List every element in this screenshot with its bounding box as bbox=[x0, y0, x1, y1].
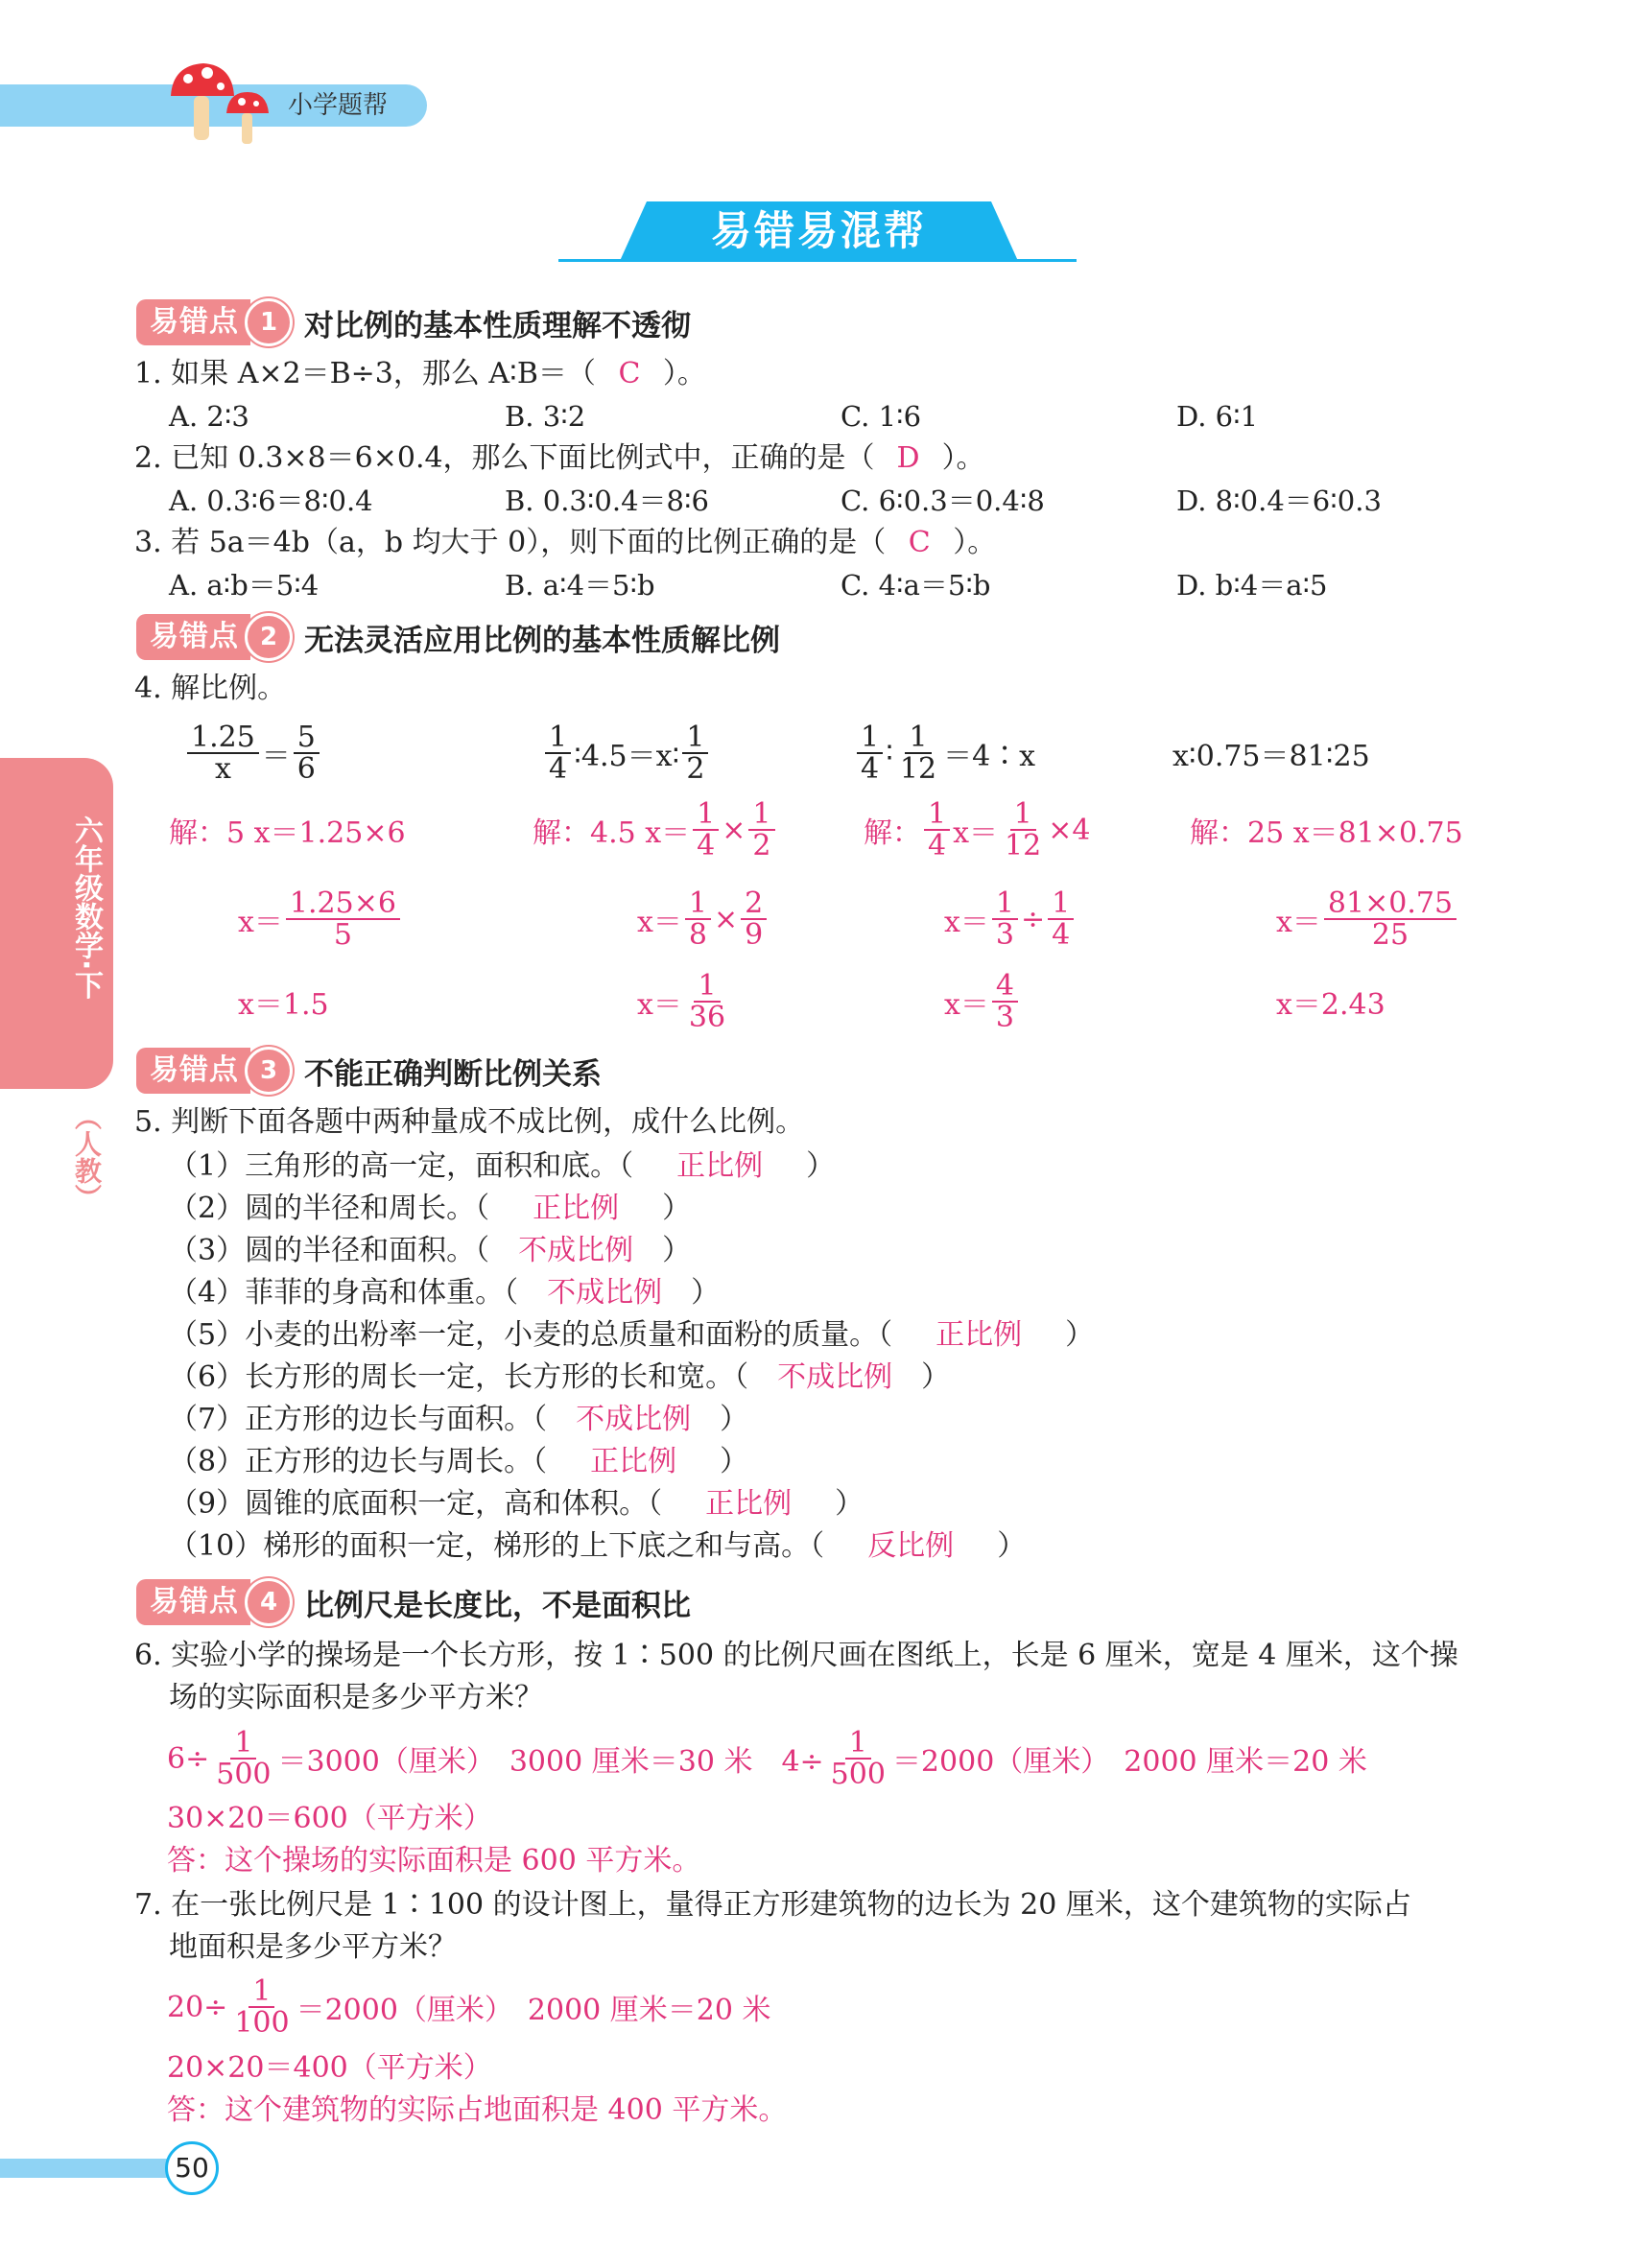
numerator: 1 bbox=[905, 722, 931, 755]
answer-blank: 正比例 bbox=[676, 1149, 764, 1183]
equals: ＝ bbox=[261, 740, 291, 773]
section-title: 不能正确判断比例关系 bbox=[304, 1056, 602, 1092]
denominator: 36 bbox=[688, 1001, 726, 1034]
item-text: （6）长方形的周长一定，长方形的长和宽。（ bbox=[169, 1360, 749, 1394]
question-1 bbox=[134, 355, 706, 393]
answer-blank: D bbox=[896, 441, 920, 475]
question-suffix: ）。 bbox=[953, 526, 997, 559]
denominator: 5 bbox=[333, 918, 352, 952]
section-badge-label: 易错点 bbox=[136, 614, 250, 660]
side-tab-grade: 六年级数学·下 bbox=[69, 815, 103, 1000]
denominator: 4 bbox=[1052, 918, 1071, 952]
section-badge-number: 4 bbox=[245, 1578, 293, 1626]
operator: × bbox=[722, 813, 746, 847]
section-badge-number: 2 bbox=[245, 613, 293, 661]
section-badge-number: 1 bbox=[245, 298, 293, 346]
q4-problem-2 bbox=[542, 715, 711, 791]
section-badge-label: 易错点 bbox=[136, 1048, 250, 1094]
item-text: （8）正方形的边长与周长。（ bbox=[169, 1445, 548, 1478]
option: A. 0.3∶6＝8∶0.4 bbox=[169, 484, 373, 517]
q7-answer-line-1 bbox=[167, 1969, 771, 2045]
item-text: （7）正方形的边长与面积。（ bbox=[169, 1403, 548, 1436]
item-close: ） bbox=[1065, 1318, 1095, 1352]
q7-answer-line-3: 答：这个建筑物的实际占地面积是 400 平方米。 bbox=[167, 2093, 788, 2127]
q6-answer-line-3: 答：这个操场的实际面积是 600 平方米。 bbox=[167, 1844, 701, 1878]
q4-solution-2-step-1 bbox=[533, 791, 778, 868]
denominator: 4 bbox=[549, 752, 568, 786]
denominator: 25 bbox=[1371, 918, 1409, 952]
option: D. 8∶0.4＝6∶0.3 bbox=[1176, 484, 1382, 517]
denominator: 12 bbox=[899, 752, 937, 786]
q4-solution-1-step-2 bbox=[238, 881, 403, 957]
item-text: （1）三角形的高一定，面积和底。（ bbox=[169, 1149, 634, 1183]
solution-text: x＝ bbox=[1276, 906, 1321, 939]
q4-solution-3-step-1 bbox=[864, 791, 1090, 868]
question-6-stem-line-2: 场的实际面积是多少平方米？ bbox=[169, 1681, 543, 1714]
numerator: 1 bbox=[924, 799, 950, 832]
q5-list bbox=[169, 1147, 1094, 1570]
option: A. 2∶3 bbox=[169, 400, 249, 433]
numerator: 1 bbox=[685, 888, 711, 921]
denominator: 8 bbox=[688, 918, 708, 952]
solution-text: 解：5 x＝1.25×6 bbox=[169, 816, 406, 850]
answer-blank: 反比例 bbox=[867, 1529, 955, 1563]
denominator: 6 bbox=[296, 752, 316, 786]
q4-problem-4 bbox=[1172, 715, 1370, 791]
answer-blank: 不成比例 bbox=[777, 1360, 893, 1394]
denominator: 12 bbox=[1005, 829, 1042, 862]
solution-text: x＝1.5 bbox=[238, 988, 329, 1022]
q4-solution-4-step-3 bbox=[1276, 963, 1385, 1040]
section-title: 比例尺是长度比，不是面积比 bbox=[304, 1588, 691, 1623]
q4-problem-1 bbox=[184, 715, 322, 791]
option: A. a∶b＝5∶4 bbox=[169, 569, 320, 602]
option: B. a∶4＝5∶b bbox=[505, 569, 655, 602]
ratio-text: ＝4∶x bbox=[943, 740, 1036, 773]
question-4-stem: 4. 解比例。 bbox=[134, 672, 287, 705]
side-tab-edition: （人教） bbox=[71, 1103, 103, 1211]
question-text: 3. 若 5a＝4b（a，b 均大于 0），则下面的比例正确的是（ bbox=[134, 526, 887, 559]
numerator: 1 bbox=[230, 1728, 256, 1760]
numerator: 1.25×6 bbox=[286, 888, 400, 921]
question-5-stem: 5. 判断下面各题中两种量成不成比例，成什么比例。 bbox=[134, 1105, 805, 1139]
item-close: ） bbox=[720, 1403, 749, 1436]
banner bbox=[620, 201, 1018, 261]
numerator: 1.25 bbox=[187, 722, 259, 755]
item-text: （9）圆锥的底面积一定，高和体积。（ bbox=[169, 1487, 663, 1521]
solution-text: ×4 bbox=[1048, 813, 1091, 847]
q4-solution-3-step-3 bbox=[944, 963, 1021, 1040]
item-close: ） bbox=[835, 1487, 864, 1521]
denominator: x bbox=[214, 752, 231, 786]
option: C. 4∶a＝5∶b bbox=[841, 569, 991, 602]
q6-answer-line-2: 30×20＝600（平方米） bbox=[167, 1802, 492, 1835]
numerator: 1 bbox=[694, 971, 720, 1004]
numerator: 81×0.75 bbox=[1324, 888, 1456, 921]
option: C. 6∶0.3＝0.4∶8 bbox=[841, 484, 1045, 517]
q6-answer-line-1 bbox=[167, 1720, 1367, 1797]
question-3 bbox=[134, 524, 996, 562]
solution-text: x＝ bbox=[944, 988, 989, 1022]
list-item bbox=[169, 1190, 1094, 1232]
option: C. 1∶6 bbox=[841, 400, 922, 433]
list-item bbox=[169, 1358, 1094, 1401]
option: B. 0.3∶0.4＝8∶6 bbox=[505, 484, 709, 517]
solution-text: 解： bbox=[864, 816, 921, 850]
numerator: 1 bbox=[992, 888, 1018, 921]
question-suffix: ）。 bbox=[662, 357, 706, 390]
solution-text: 解：25 x＝81×0.75 bbox=[1190, 816, 1463, 850]
q4-solution-1-step-3 bbox=[238, 963, 329, 1040]
operator: × bbox=[714, 902, 739, 936]
item-text: （10）梯形的面积一定，梯形的上下底之和与高。（ bbox=[169, 1529, 825, 1563]
q4-solution-2-step-2 bbox=[637, 881, 770, 957]
section-3-header bbox=[136, 1048, 602, 1094]
denominator: 500 bbox=[830, 1758, 886, 1791]
denominator: 100 bbox=[234, 2006, 290, 2040]
q4-solution-1-step-1 bbox=[169, 791, 406, 868]
numerator: 4 bbox=[992, 971, 1018, 1004]
solution-text: ＝3000（厘米） 3000 厘米＝30 米 4÷ bbox=[277, 1745, 824, 1779]
list-item bbox=[169, 1527, 1094, 1570]
question-suffix: ）。 bbox=[941, 441, 985, 475]
section-title: 对比例的基本性质理解不透彻 bbox=[304, 308, 691, 343]
item-text: （2）圆的半径和周长。（ bbox=[169, 1192, 490, 1225]
denominator: 2 bbox=[752, 829, 771, 862]
item-text: （5）小麦的出粉率一定，小麦的总质量和面粉的质量。（ bbox=[169, 1318, 893, 1352]
answer-blank: C bbox=[908, 526, 931, 559]
denominator: 9 bbox=[745, 918, 764, 952]
list-item bbox=[169, 1443, 1094, 1485]
item-close: ） bbox=[662, 1234, 692, 1267]
question-text: 2. 已知 0.3×8＝6×0.4，那么下面比例式中，正确的是（ bbox=[134, 441, 875, 475]
solution-text: 20÷ bbox=[167, 1990, 228, 2024]
brand-name: 小学题帮 bbox=[288, 91, 389, 120]
solution-text: ＝2000（厘米） 2000 厘米＝20 米 bbox=[296, 1994, 771, 2027]
solution-text: x＝ bbox=[238, 906, 283, 939]
numerator: 1 bbox=[1010, 799, 1036, 832]
item-close: ） bbox=[720, 1445, 749, 1478]
solution-text: 6÷ bbox=[167, 1741, 210, 1776]
q4-solution-4-step-1 bbox=[1190, 791, 1463, 868]
answer-blank: 正比例 bbox=[705, 1487, 793, 1521]
section-badge-label: 易错点 bbox=[136, 1579, 250, 1625]
banner-title: 易错易混帮 bbox=[710, 207, 927, 254]
q4-solution-3-step-2 bbox=[944, 881, 1077, 957]
section-2-header bbox=[136, 614, 780, 660]
section-badge-number: 3 bbox=[245, 1047, 293, 1095]
answer-blank: 不成比例 bbox=[547, 1276, 663, 1310]
numerator: 2 bbox=[741, 888, 767, 921]
option: B. 3∶2 bbox=[505, 400, 586, 433]
solution-text: 解：4.5 x＝ bbox=[533, 816, 691, 850]
footer-bar bbox=[0, 2159, 192, 2178]
denominator: 3 bbox=[995, 918, 1015, 952]
solution-text: x＝2.43 bbox=[1276, 988, 1385, 1022]
section-4-header bbox=[136, 1579, 691, 1625]
q4-problem-3 bbox=[854, 715, 1035, 791]
denominator: 4 bbox=[697, 829, 716, 862]
question-text: 1. 如果 A×2＝B÷3，那么 A∶B＝（ bbox=[134, 357, 596, 390]
question-7-stem-line-2: 地面积是多少平方米？ bbox=[169, 1930, 457, 1964]
denominator: 500 bbox=[216, 1758, 272, 1791]
item-close: ） bbox=[691, 1276, 721, 1310]
answer-blank: 不成比例 bbox=[518, 1234, 634, 1267]
list-item bbox=[169, 1147, 1094, 1190]
item-text: （4）菲菲的身高和体重。（ bbox=[169, 1276, 519, 1310]
item-close: ） bbox=[806, 1149, 836, 1183]
question-7-stem-line-1: 7. 在一张比例尺是 1∶100 的设计图上，量得正方形建筑物的边长为 20 厘米，这个建筑物的实际占 bbox=[134, 1888, 1411, 1922]
numerator: 1 bbox=[693, 799, 719, 832]
ratio-text: x∶0.75＝81∶25 bbox=[1172, 740, 1370, 773]
numerator: 1 bbox=[845, 1728, 871, 1760]
ratio-text: ∶4.5＝x∶ bbox=[574, 740, 680, 773]
item-close: ） bbox=[662, 1192, 692, 1225]
item-text: （3）圆的半径和面积。（ bbox=[169, 1234, 490, 1267]
denominator: 3 bbox=[995, 1001, 1015, 1034]
section-title: 无法灵活应用比例的基本性质解比例 bbox=[304, 623, 780, 658]
question-6-stem-line-1: 6. 实验小学的操场是一个长方形，按 1∶500 的比例尺画在图纸上，长是 6 厘米，宽是 4 厘米，这个操 bbox=[134, 1639, 1458, 1672]
denominator: 2 bbox=[686, 752, 705, 786]
section-badge-label: 易错点 bbox=[136, 299, 250, 345]
solution-text: x＝ bbox=[637, 906, 682, 939]
answer-blank: 不成比例 bbox=[576, 1403, 692, 1436]
q4-solution-4-step-2 bbox=[1276, 881, 1459, 957]
section-1-header bbox=[136, 299, 691, 345]
question-2 bbox=[134, 439, 985, 478]
list-item bbox=[169, 1232, 1094, 1274]
numerator: 5 bbox=[294, 722, 320, 755]
numerator: 1 bbox=[748, 799, 774, 832]
option: D. b∶4＝a∶5 bbox=[1176, 569, 1328, 602]
item-close: ） bbox=[997, 1529, 1027, 1563]
solution-text: x＝ bbox=[944, 906, 989, 939]
q7-answer-line-2: 20×20＝400（平方米） bbox=[167, 2051, 492, 2085]
list-item bbox=[169, 1401, 1094, 1443]
numerator: 1 bbox=[249, 1976, 274, 2009]
numerator: 1 bbox=[1048, 888, 1074, 921]
answer-blank: C bbox=[618, 357, 641, 390]
numerator: 1 bbox=[545, 722, 571, 755]
denominator: 4 bbox=[928, 829, 947, 862]
mushroom-logo-icon bbox=[163, 58, 278, 149]
operator: ÷ bbox=[1021, 902, 1046, 936]
option: D. 6∶1 bbox=[1176, 400, 1259, 433]
list-item bbox=[169, 1485, 1094, 1527]
denominator: 4 bbox=[861, 752, 880, 786]
list-item bbox=[169, 1274, 1094, 1316]
numerator: 1 bbox=[682, 722, 708, 755]
solution-text: x＝ bbox=[637, 988, 682, 1022]
colon: ∶ bbox=[886, 736, 893, 770]
answer-blank: 正比例 bbox=[590, 1445, 677, 1478]
q4-solution-2-step-3 bbox=[637, 963, 732, 1040]
item-close: ） bbox=[921, 1360, 951, 1394]
solution-text: x＝ bbox=[953, 816, 999, 850]
solution-text: ＝2000（厘米） 2000 厘米＝20 米 bbox=[891, 1745, 1367, 1779]
list-item bbox=[169, 1316, 1094, 1358]
answer-blank: 正比例 bbox=[935, 1318, 1023, 1352]
numerator: 1 bbox=[857, 722, 883, 755]
answer-blank: 正比例 bbox=[533, 1192, 620, 1225]
page-number: 50 bbox=[165, 2141, 219, 2195]
